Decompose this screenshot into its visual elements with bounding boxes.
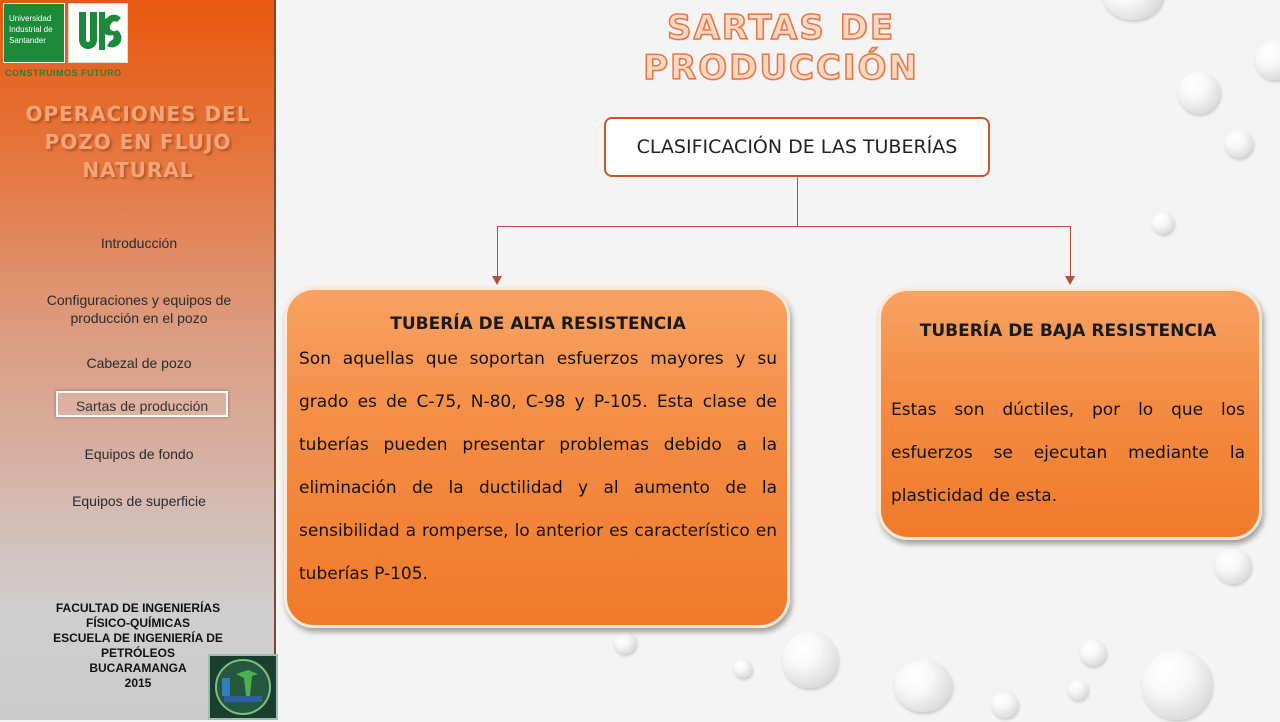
sidebar	[0, 0, 276, 720]
high-resistance-heading: TUBERÍA DE ALTA RESISTENCIA	[390, 314, 686, 334]
background-droplet	[1178, 72, 1220, 114]
uis-logo	[3, 3, 65, 63]
background-droplet	[1255, 40, 1280, 80]
faculty-line: ESCUELA DE INGENIERÍA DE	[53, 631, 223, 645]
faculty-line: PETRÓLEOS	[100, 646, 175, 660]
background-droplet	[1215, 548, 1251, 584]
low-resistance-body: Estas son dúctiles, por lo que los esfuerzos se ejecutan mediante la plasticidad de esta.	[891, 400, 1245, 506]
arrow-down-icon	[492, 276, 502, 285]
background-droplet	[734, 660, 752, 678]
sidebar-title-line: NATURAL	[82, 158, 194, 182]
sidebar-title-line: POZO EN FLUJO	[44, 130, 232, 154]
low-resistance-card	[878, 288, 1262, 540]
connector-line	[497, 226, 1071, 227]
background-droplet	[1103, 0, 1163, 20]
background-droplet	[782, 632, 838, 688]
background-droplet	[992, 692, 1018, 718]
background-droplet	[1080, 640, 1106, 666]
arrow-down-icon	[1065, 276, 1075, 285]
uis-mark-icon	[68, 3, 128, 63]
nav-item-equipos-fondo[interactable]: Equipos de fondo	[84, 446, 194, 462]
background-droplet	[1142, 650, 1212, 720]
high-resistance-card	[284, 287, 790, 628]
faculty-line: FÍSICO-QUÍMICAS	[86, 616, 190, 630]
sidebar-title-line: OPERACIONES DEL	[25, 102, 251, 126]
logo-tagline: CONSTRUIMOS FUTURO	[5, 68, 122, 78]
high-resistance-body: Son aquellas que soportan esfuerzos mayores y su grado es de C-75, N-80, C-98 y P-105. Esta clase de tuberías pueden presentar problemas debido a la eliminación de la ductilidad y al aumento de la sensibilidad a romperse, lo anterior es característico en tuberías P-105.	[299, 349, 777, 584]
nav-item-cabezal[interactable]: Cabezal de pozo	[86, 355, 192, 371]
background-droplet	[614, 632, 636, 654]
classification-root-box: CLASIFICACIÓN DE LAS TUBERÍAS	[604, 117, 990, 177]
logo-text-line: Santander	[9, 36, 46, 45]
background-droplet	[1152, 212, 1174, 234]
nav-item-configuraciones[interactable]: Configuraciones y equipos de producción en el pozo	[46, 292, 232, 326]
logo-text-line: Industrial de	[9, 25, 53, 34]
logo-text-line: Universidad	[9, 14, 52, 23]
low-resistance-heading: TUBERÍA DE BAJA RESISTENCIA	[919, 321, 1217, 341]
sidebar-title	[10, 100, 266, 184]
background-droplet	[1068, 680, 1088, 700]
background-droplet	[894, 660, 952, 712]
connector-line	[497, 226, 498, 276]
page-title: SARTAS DE PRODUCCIÓN	[643, 8, 919, 88]
nav-item-equipos-superficie[interactable]: Equipos de superficie	[72, 493, 206, 509]
petroleum-school-logo-icon	[208, 654, 278, 720]
nav-item-sartas[interactable]: Sartas de producción	[56, 391, 228, 417]
connector-line	[1070, 226, 1071, 276]
background-droplet	[1225, 130, 1253, 158]
faculty-line: FACULTAD DE INGENIERÍAS	[55, 601, 221, 615]
faculty-line: 2015	[124, 676, 152, 690]
nav-item-introduccion[interactable]: Introducción	[100, 235, 178, 251]
connector-line	[797, 177, 798, 227]
faculty-line: BUCARAMANGA	[89, 661, 187, 675]
